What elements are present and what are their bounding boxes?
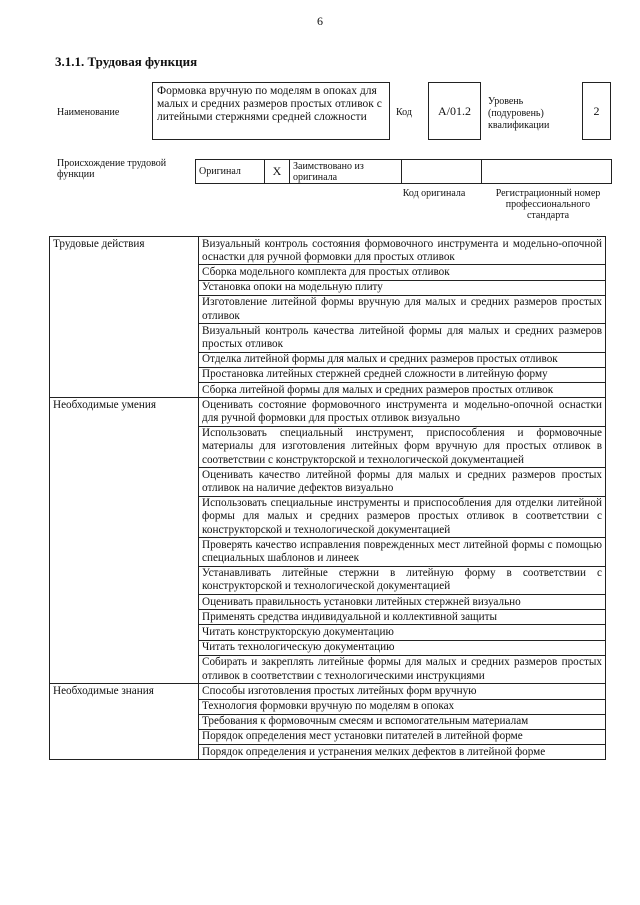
- borrowed-label-cell: [290, 160, 402, 184]
- item-cell: Порядок определения мест установки питателей в литейной форме: [199, 729, 606, 744]
- item-cell: Собирать и закреплять литейные формы для малых и средних размеров простых отливок в соответствии с технологическими инструкциями: [199, 655, 606, 683]
- item-cell: Технология формовки вручную по моделям в опоках: [199, 699, 606, 714]
- item-cell: Читать конструкторскую документацию: [199, 625, 606, 640]
- item-cell: Использовать специальный инструмент, приспособления и формовочные материалы для изготовления литейных форм вручную для простых отливок в соответствии с конструкторской и технологической документацией: [199, 426, 606, 468]
- level-box: [582, 82, 611, 140]
- original-code-cell: [402, 160, 482, 184]
- item-cell: Отделка литейной формы для малых и средних размеров простых отливок: [199, 352, 606, 367]
- page-number: 6: [317, 14, 323, 28]
- item-cell: Оценивать состояние формовочного инструмента и модельно-опочной оснастки для ручной формовки для простых отливок визуально: [199, 398, 606, 426]
- item-cell: Установка опоки на модельную плиту: [199, 280, 606, 295]
- item-cell: Оценивать качество литейной формы для малых и средних размеров простых отливок на наличие дефектов визуально: [199, 468, 606, 496]
- function-name-value: Формовка вручную по моделям в опоках для малых и средних размеров простых отливок с литейными стержнями средней сложности: [157, 85, 382, 123]
- original-label: Оригинал: [199, 166, 241, 177]
- table-row: [50, 398, 606, 426]
- item-cell: Оценивать правильность установки литейных стержней визуально: [199, 595, 606, 610]
- origin-grid: [195, 159, 612, 184]
- item-cell: Применять средства индивидуальной и коллективной защиты: [199, 610, 606, 625]
- category-cell: Трудовые действия: [50, 237, 199, 398]
- name-label: Наименование: [57, 107, 120, 118]
- category-cell: Необходимые умения: [50, 398, 199, 684]
- registration-number-cell: [482, 160, 612, 184]
- original-code-caption: Код оригинала: [402, 188, 466, 199]
- level-label: Уровень (подуровень) квалификации: [488, 96, 550, 131]
- code-label: Код: [396, 107, 412, 118]
- level-value: 2: [593, 104, 600, 118]
- item-cell: Порядок определения и устранения мелких дефектов в литейной форме: [199, 745, 606, 760]
- item-cell: Способы изготовления простых литейных форм вручную: [199, 684, 606, 699]
- item-cell: Требования к формовочным смесям и вспомогательным материалам: [199, 714, 606, 729]
- item-cell: Визуальный контроль состояния формовочного инструмента и модельно-опочной оснастки для ручной формовки для простых отливок: [199, 237, 606, 265]
- item-cell: Устанавливать литейные стержни в литейную форму в соответствии с конструкторской и технологической документацией: [199, 566, 606, 594]
- item-cell: Использовать специальные инструменты и приспособления для отделки литейной формы для малых и средних размеров простых отливок в соответствии с конструкторской и технологической документацией: [199, 496, 606, 538]
- origin-label: Происхождение трудовой функции: [57, 158, 167, 180]
- borrowed-label: Заимствовано из оригинала: [293, 160, 364, 183]
- item-cell: Простановка литейных стержней средней сложности в литейную форму: [199, 367, 606, 382]
- item-cell: Изготовление литейной формы вручную для малых и средних размеров простых отливок: [199, 295, 606, 323]
- item-cell: Проверять качество исправления поврежденных мест литейной формы с помощью специальных шаблонов и линеек: [199, 538, 606, 566]
- item-cell: Читать технологическую документацию: [199, 640, 606, 655]
- work-function-table: [49, 236, 606, 760]
- item-cell: Сборка модельного комплекта для простых отливок: [199, 265, 606, 280]
- category-cell: Необходимые знания: [50, 684, 199, 760]
- function-name-box: [152, 82, 390, 140]
- table-row: [50, 237, 606, 265]
- section-title: 3.1.1. Трудовая функция: [55, 54, 198, 69]
- code-value: A/01.2: [438, 104, 471, 118]
- original-mark: X: [272, 164, 282, 178]
- item-cell: Сборка литейной формы для малых и средних размеров простых отливок: [199, 383, 606, 398]
- original-label-cell: [196, 160, 265, 184]
- code-box: [428, 82, 481, 140]
- original-mark-cell: [265, 160, 290, 184]
- registration-number-caption: Регистрационный номер профессионального стандарта: [495, 188, 601, 221]
- item-cell: Визуальный контроль качества литейной формы для малых и средних размеров простых отливок: [199, 324, 606, 352]
- table-row: [50, 684, 606, 699]
